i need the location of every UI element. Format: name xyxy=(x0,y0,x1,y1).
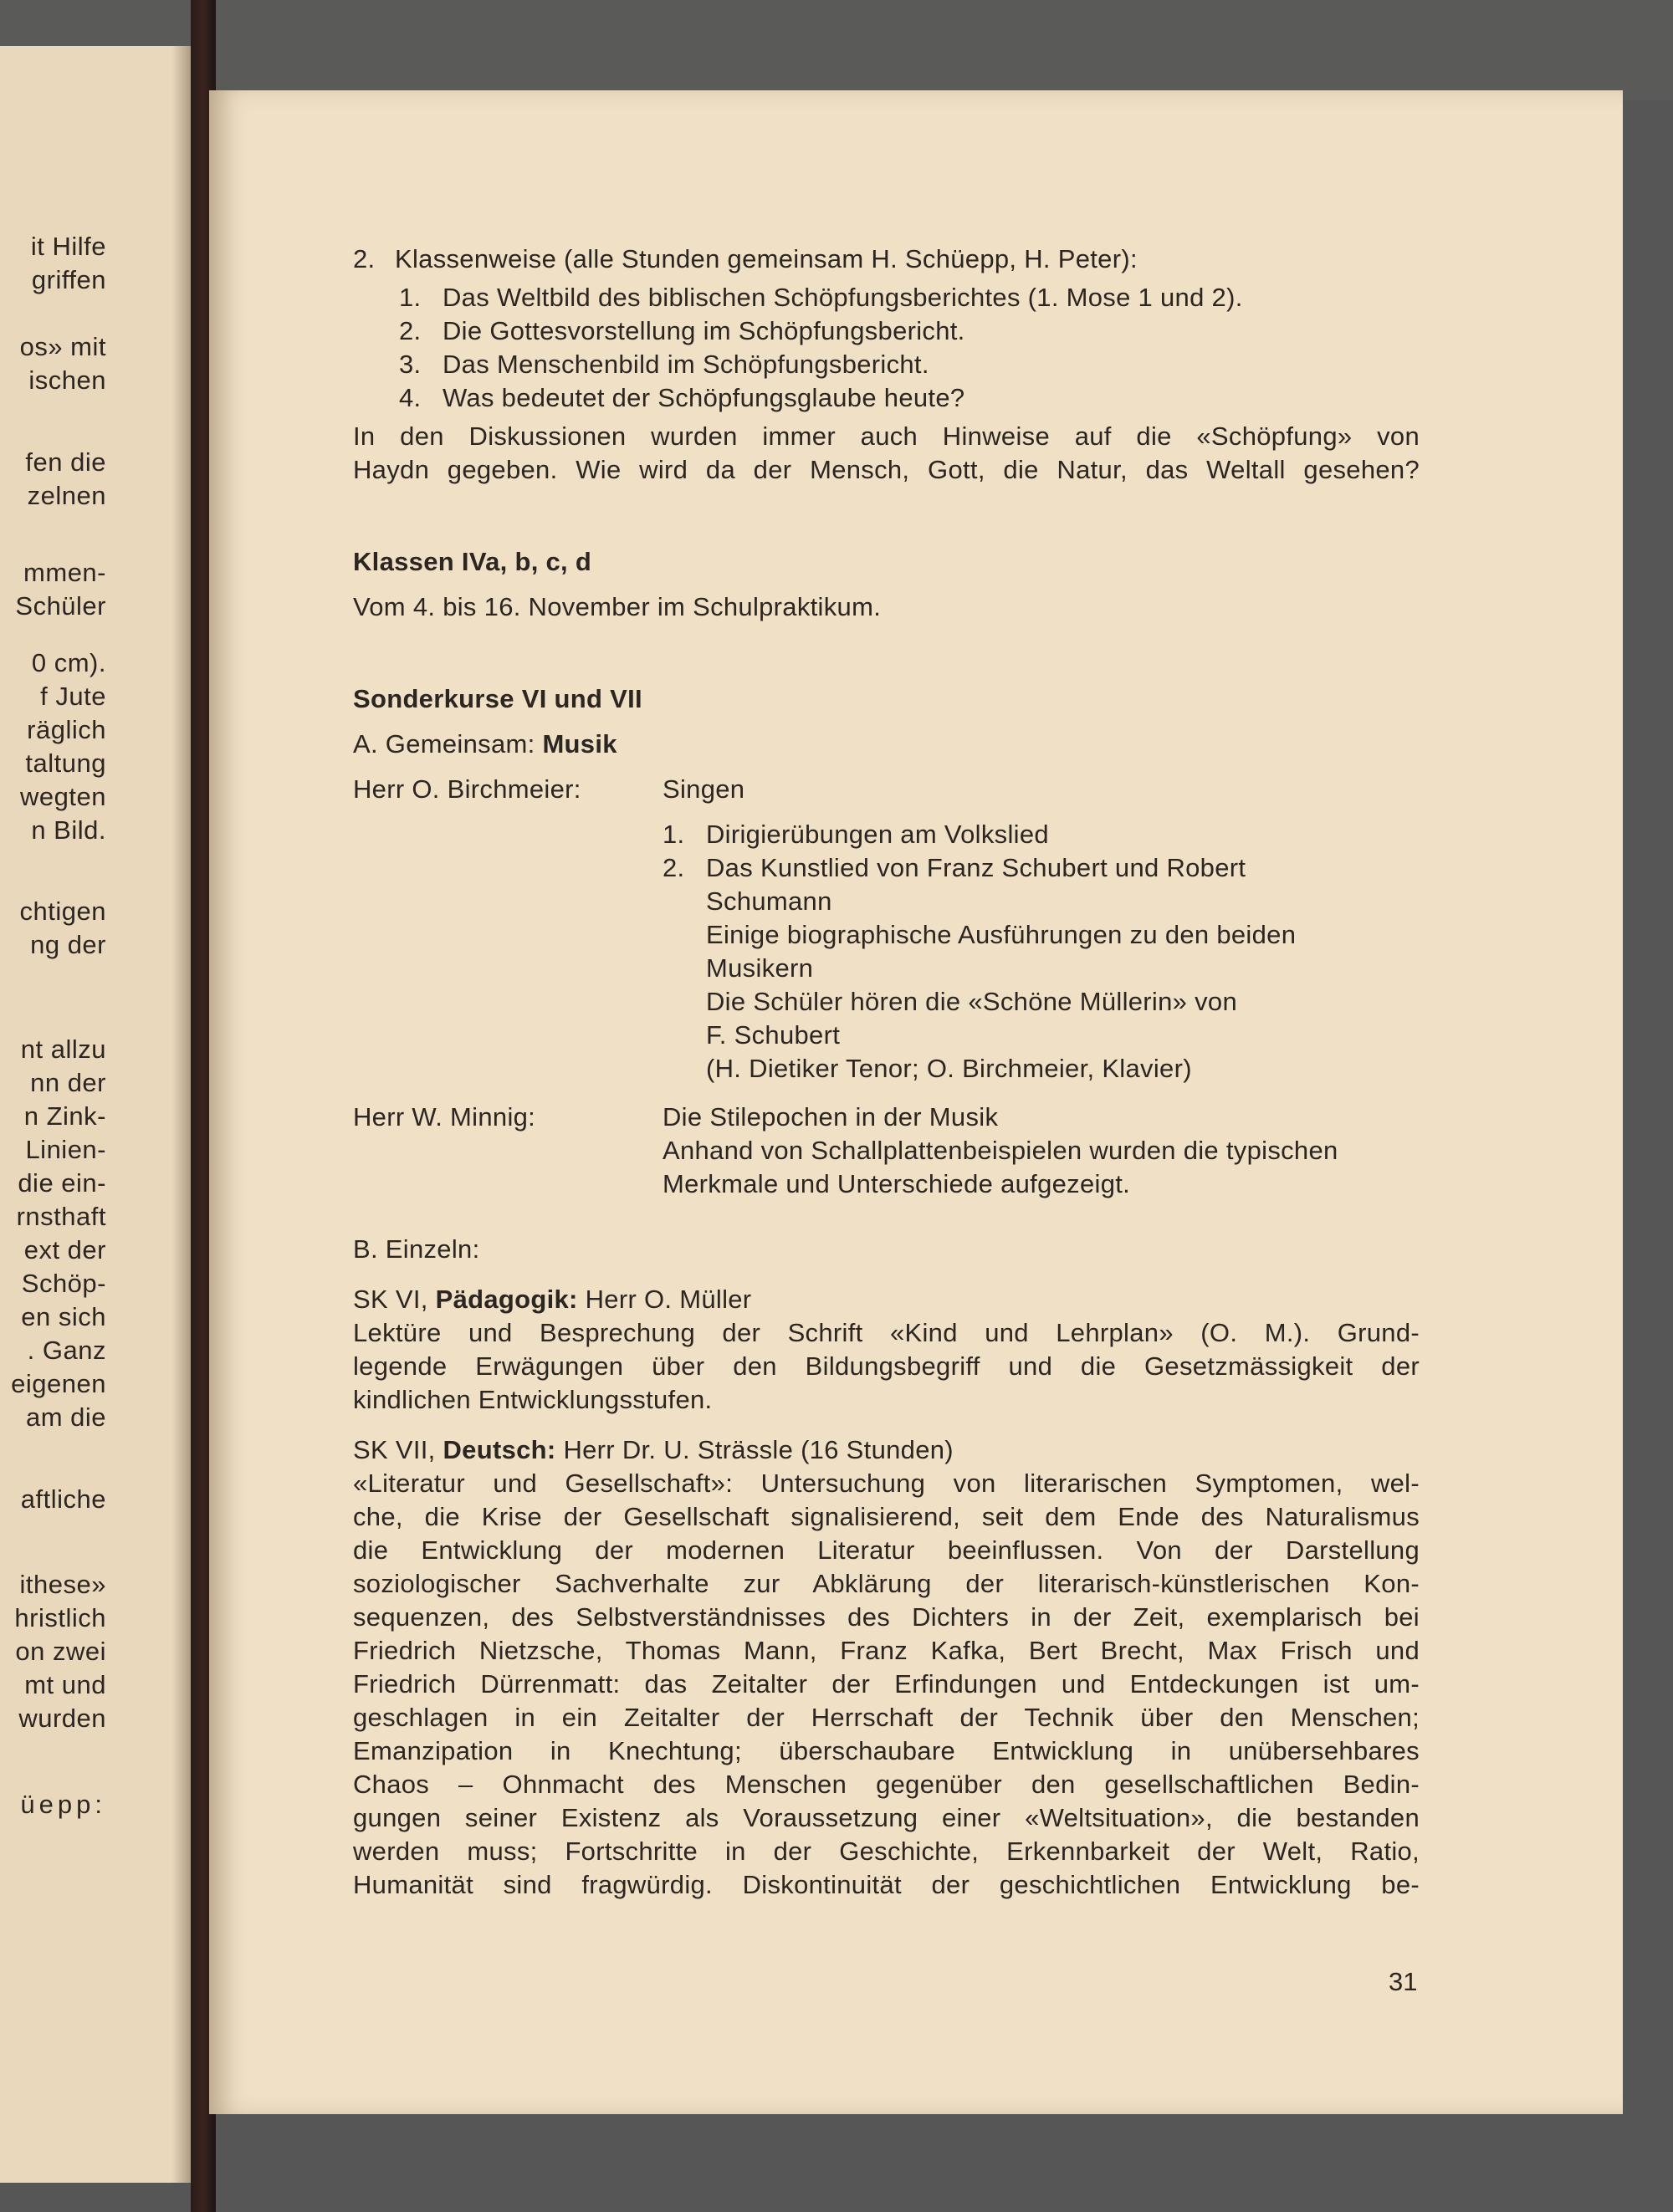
left-fragment: griffen xyxy=(31,265,106,294)
text-line: Die Schüler hören die «Schöne Müllerin» von xyxy=(706,987,1237,1016)
text-line: Schumann xyxy=(706,886,832,916)
section-2-list xyxy=(353,281,1420,415)
left-fragment: Schüler xyxy=(15,591,106,621)
left-fragment: on zwei xyxy=(15,1637,106,1666)
section-a-label: A. Gemeinsam: xyxy=(353,729,543,759)
list-item-text: Dirigierübungen am Volkslied xyxy=(706,820,1049,849)
paragraph-line: geschlagen in ein Zeitalter der Herrschaft der Technik über den Menschen; xyxy=(353,1703,1420,1732)
sk7-entry xyxy=(353,1433,1420,1902)
list-item xyxy=(399,314,1420,348)
list-item-number: 1. xyxy=(399,283,422,312)
text-line: Musikern xyxy=(706,953,814,983)
left-fragment: aftliche xyxy=(20,1484,106,1514)
text-line: Anhand von Schallplattenbeispielen wurden die typischen xyxy=(663,1136,1338,1165)
left-fragment: ext der xyxy=(23,1235,106,1264)
left-fragment: üepp: xyxy=(20,1790,106,1819)
section-a-subject: Musik xyxy=(542,729,617,759)
text-line: F. Schubert xyxy=(706,1020,841,1050)
left-fragment: Linien- xyxy=(25,1135,106,1164)
paragraph-line: gungen seiner Existenz als Voraussetzung einer «Weltsituation», die bestanden xyxy=(353,1803,1420,1832)
left-fragment: it Hilfe xyxy=(30,232,106,261)
course-code: SK VI, xyxy=(353,1285,436,1314)
left-fragment: die ein- xyxy=(18,1168,106,1198)
text-line: Einige biographische Ausführungen zu den beiden xyxy=(706,920,1297,949)
left-fragment: nn der xyxy=(30,1068,106,1097)
text-line: Das Kunstlied von Franz Schubert und Robert xyxy=(706,853,1246,882)
list-item xyxy=(399,381,1420,415)
left-fragment: mmen- xyxy=(23,558,106,587)
list-item-number: 2. xyxy=(663,853,685,882)
list-item-text: Das Weltbild des biblischen Schöpfungsberichtes (1. Mose 1 und 2). xyxy=(443,283,1243,312)
left-fragment: zelnen xyxy=(27,481,106,510)
paragraph-line: Friedrich Nietzsche, Thomas Mann, Franz Kafka, Bert Brecht, Max Frisch und xyxy=(353,1636,1420,1665)
left-fragment: rnsthaft xyxy=(16,1202,106,1231)
section-number: 2. xyxy=(353,244,376,273)
left-fragment: hristlich xyxy=(14,1603,106,1632)
section-2-heading xyxy=(353,243,1420,276)
left-fragment: eigenen xyxy=(11,1369,106,1398)
section-b-heading: B. Einzeln: xyxy=(353,1234,480,1264)
paragraph-line: Chaos – Ohnmacht des Menschen gegenüber den gesellschaftlichen Bedin- xyxy=(353,1770,1420,1799)
left-fragment: n Bild. xyxy=(31,815,106,845)
list-item xyxy=(399,348,1420,381)
section-a-heading xyxy=(353,728,1420,761)
left-fragment: Schöp- xyxy=(21,1269,106,1298)
course-subject: Pädagogik: xyxy=(435,1285,578,1314)
left-fragment: . Ganz xyxy=(27,1336,106,1365)
section-heading: Klassenweise (alle Stunden gemeinsam H. Schüepp, H. Peter): xyxy=(395,244,1138,273)
text-line: Merkmale und Unterschiede aufgezeigt. xyxy=(663,1169,1131,1198)
sk6-entry xyxy=(353,1283,1420,1417)
paragraph-line: «Literatur und Gesellschaft»: Untersuchung von literarischen Symptomen, wel- xyxy=(353,1469,1420,1498)
left-fragment: ng der xyxy=(30,930,106,959)
sk6-heading xyxy=(353,1283,1420,1316)
birchmeier-entry xyxy=(353,773,1420,1086)
left-fragment: am die xyxy=(25,1402,106,1432)
paragraph-line: Friedrich Dürrenmatt: das Zeitalter der Erfindungen und Entdeckungen ist um- xyxy=(353,1669,1420,1699)
paragraph-line: die Entwicklung der modernen Literatur beeinflussen. Von der Darstellung xyxy=(353,1535,1420,1565)
left-fragment: os» mit xyxy=(19,332,106,361)
left-fragment: räglich xyxy=(27,715,106,744)
list-item-text xyxy=(706,851,1296,1086)
left-fragment: wurden xyxy=(18,1704,106,1733)
left-page xyxy=(0,46,197,2183)
section-2-paragraph xyxy=(353,420,1420,487)
course-teacher: Herr Dr. U. Strässle (16 Stunden) xyxy=(555,1435,954,1464)
left-fragment: en sich xyxy=(21,1302,106,1331)
text-line: Die Stilepochen in der Musik xyxy=(663,1102,999,1132)
speaker-name: Herr O. Birchmeier: xyxy=(353,774,581,804)
text-line: (H. Dietiker Tenor; O. Birchmeier, Klavier) xyxy=(706,1054,1192,1083)
left-fragment: taltung xyxy=(25,748,106,778)
list-item xyxy=(399,281,1420,314)
left-fragment: fen die xyxy=(25,447,106,477)
page-content xyxy=(353,243,1420,1902)
sk7-heading xyxy=(353,1433,1420,1467)
speaker-details xyxy=(663,773,1296,1086)
list-item-text: Die Gottesvorstellung im Schöpfungsbericht. xyxy=(443,316,965,345)
list-item-number: 4. xyxy=(399,383,422,412)
minnig-entry xyxy=(353,1101,1420,1201)
left-fragment: nt allzu xyxy=(20,1034,106,1064)
klassen-heading: Klassen IVa, b, c, d xyxy=(353,547,592,576)
left-fragment: ischen xyxy=(28,365,106,395)
speaker-details xyxy=(663,1101,1338,1201)
list-item-text: Was bedeutet der Schöpfungsglaube heute? xyxy=(443,383,965,412)
paragraph-line: werden muss; Fortschritte in der Geschichte, Erkennbarkeit der Welt, Ratio, xyxy=(353,1837,1420,1866)
course-teacher: Herr O. Müller xyxy=(577,1285,752,1314)
speaker-name: Herr W. Minnig: xyxy=(353,1102,536,1132)
left-fragment: mt und xyxy=(24,1670,106,1699)
list-item-number: 3. xyxy=(399,350,422,379)
klassen-text: Vom 4. bis 16. November im Schulpraktikum. xyxy=(353,592,882,621)
left-fragment: chtigen xyxy=(19,897,106,926)
paragraph-line: Haydn gegeben. Wie wird da der Mensch, Gott, die Natur, das Weltall gesehen? xyxy=(353,455,1420,484)
topic: Singen xyxy=(663,774,745,804)
list-item-number: 1. xyxy=(663,820,685,849)
background-top xyxy=(0,0,1673,100)
left-fragment: 0 cm). xyxy=(31,648,106,677)
paragraph-line: che, die Krise der Gesellschaft signalisierend, seit dem Ende des Naturalismus xyxy=(353,1502,1420,1531)
paragraph-line: sequenzen, des Selbstverständnisses des Dichters in der Zeit, exemplarisch bei xyxy=(353,1602,1420,1632)
sonderkurse-heading: Sonderkurse VI und VII xyxy=(353,684,642,713)
paragraph-line: Lektüre und Besprechung der Schrift «Kind und Lehrplan» (O. M.). Grund- xyxy=(353,1318,1420,1347)
page-number: 31 xyxy=(1389,1967,1418,1996)
list-item-text: Das Menschenbild im Schöpfungsbericht. xyxy=(443,350,929,379)
left-fragment: f Jute xyxy=(40,682,106,711)
course-subject: Deutsch: xyxy=(443,1435,556,1464)
paragraph-line: In den Diskussionen wurden immer auch Hinweise auf die «Schöpfung» von xyxy=(353,421,1420,451)
paragraph-line: Emanzipation in Knechtung; überschaubare Entwicklung in unübersehbares xyxy=(353,1736,1420,1765)
left-fragment: n Zink- xyxy=(23,1101,106,1131)
course-code: SK VII, xyxy=(353,1435,443,1464)
paragraph-line: soziologischer Sachverhalte zur Abklärung der literarisch-künstlerischen Kon- xyxy=(353,1569,1420,1598)
paragraph-line: kindlichen Entwicklungsstufen. xyxy=(353,1385,713,1414)
left-fragment: ithese» xyxy=(19,1570,106,1599)
list-item xyxy=(663,851,1296,1086)
list-item-number: 2. xyxy=(399,316,422,345)
paragraph-line: legende Erwägungen über den Bildungsbegriff und die Gesetzmässigkeit der xyxy=(353,1351,1420,1381)
list-item xyxy=(663,818,1296,851)
left-fragment: wegten xyxy=(20,782,106,811)
paragraph-line: Humanität sind fragwürdig. Diskontinuität der geschichtlichen Entwicklung be- xyxy=(353,1870,1420,1899)
